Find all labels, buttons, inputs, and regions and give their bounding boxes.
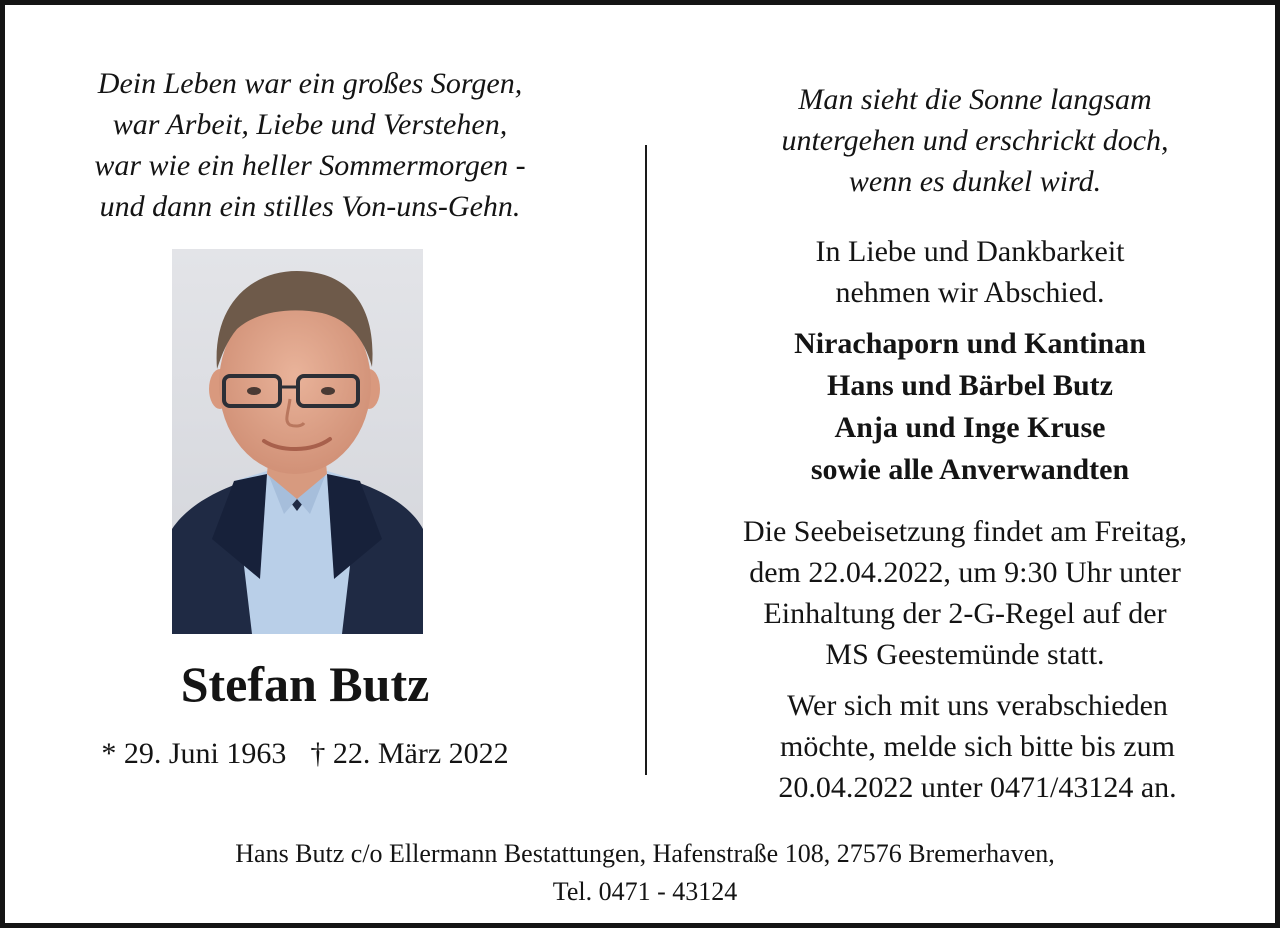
poem-left-line: Dein Leben war ein großes Sorgen,: [97, 67, 523, 100]
farewell-text: [705, 231, 1235, 313]
rsvp-line: möchte, melde sich bitte bis zum: [780, 730, 1175, 763]
poem-left-line: war wie ein heller Sommermorgen -: [94, 149, 526, 182]
birth-date: * 29. Juni 1963: [101, 737, 287, 770]
poem-left-line: war Arbeit, Liebe und Verstehen,: [112, 108, 508, 141]
column-divider: [645, 145, 647, 775]
mourner-line: Hans und Bärbel Butz: [827, 369, 1113, 402]
poem-left: [15, 63, 605, 227]
ceremony-info: [685, 511, 1245, 675]
poem-right-line: untergehen und erschrickt doch,: [781, 124, 1169, 157]
life-dates: [25, 735, 585, 773]
death-date: † 22. März 2022: [310, 737, 509, 770]
ceremony-line: MS Geestemünde statt.: [825, 638, 1105, 671]
mourners-list: [705, 323, 1235, 491]
poem-right-line: Man sieht die Sonne langsam: [798, 83, 1152, 116]
deceased-name: Stefan Butz: [180, 656, 430, 712]
rsvp-line: Wer sich mit uns verabschieden: [787, 689, 1168, 722]
farewell-line: In Liebe und Dankbarkeit: [815, 235, 1125, 268]
phone-line: Tel. 0471 - 43124: [552, 877, 738, 906]
poem-right: [695, 79, 1255, 202]
poem-left-line: und dann ein stilles Von-uns-Gehn.: [99, 190, 521, 223]
address-line: Hans Butz c/o Ellermann Bestattungen, Hafenstraße 108, 27576 Bremerhaven,: [235, 839, 1055, 868]
ceremony-line: dem 22.04.2022, um 9:30 Uhr unter: [749, 556, 1181, 589]
rsvp-line: 20.04.2022 unter 0471/43124 an.: [778, 771, 1177, 804]
poem-right-line: wenn es dunkel wird.: [848, 165, 1102, 198]
funeral-home-address: [45, 835, 1245, 911]
mourner-line: sowie alle Anverwandten: [810, 453, 1130, 486]
ceremony-line: Einhaltung der 2-G-Regel auf der: [763, 597, 1167, 630]
mourner-line: Nirachaporn und Kantinan: [794, 327, 1146, 360]
ceremony-line: Die Seebeisetzung findet am Freitag,: [742, 515, 1188, 548]
mourner-line: Anja und Inge Kruse: [834, 411, 1106, 444]
portrait-illustration: [172, 249, 423, 634]
portrait-photo: [172, 249, 423, 634]
farewell-line: nehmen wir Abschied.: [835, 276, 1105, 309]
rsvp-note: [705, 685, 1250, 808]
